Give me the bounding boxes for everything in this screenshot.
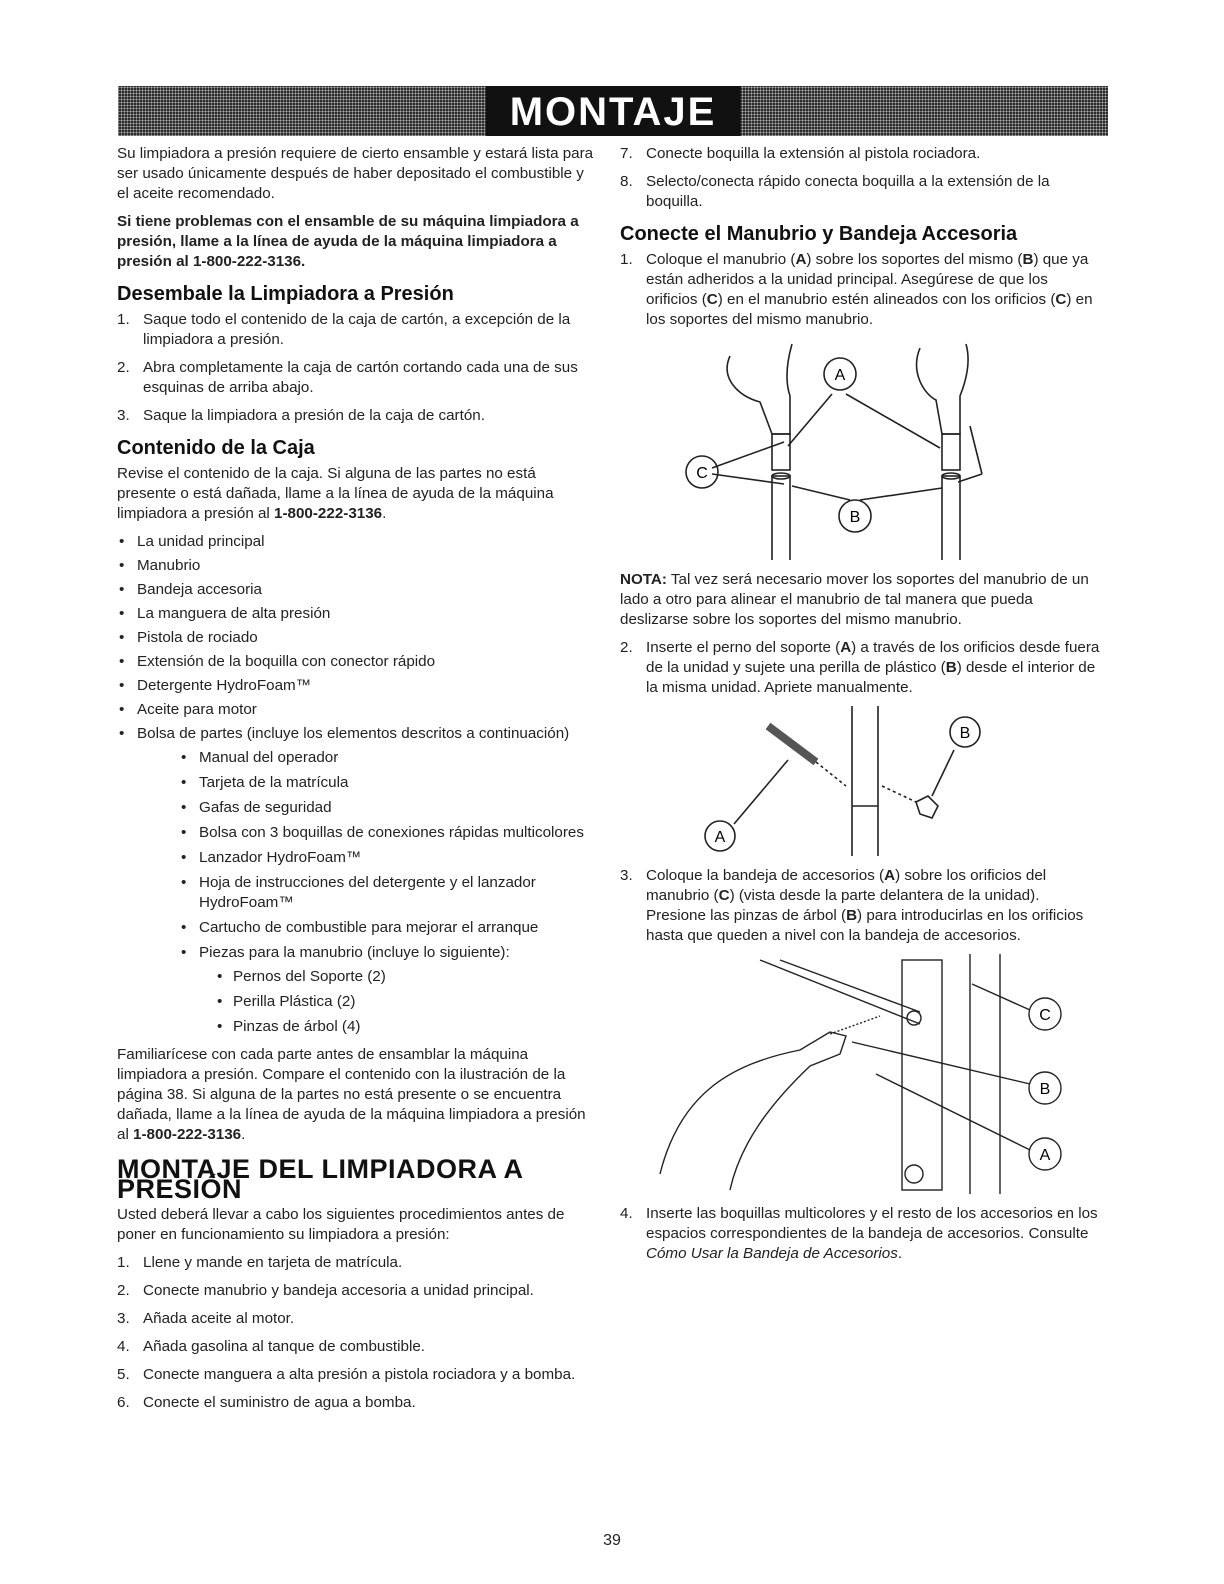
list-item: • Detergente HydroFoam™ bbox=[117, 676, 597, 696]
bag-label: Bolsa de partes (incluye los elementos descritos a continuación) bbox=[137, 725, 570, 742]
note-label: NOTA: bbox=[620, 571, 667, 588]
list-item: • Pinzas de árbol (4) bbox=[137, 1017, 597, 1037]
step-text: Selecto/conecta rápido conecta boquilla a la extensión de la boquilla. bbox=[646, 173, 1050, 210]
list-item: • La manguera de alta presión bbox=[117, 604, 597, 624]
callout-letter: C bbox=[1055, 291, 1067, 308]
reference-title: Cómo Usar la Bandeja de Accesorios bbox=[646, 1245, 898, 1262]
assembly-steps bbox=[117, 1253, 597, 1413]
step-text: ) sobre los soportes del mismo ( bbox=[806, 251, 1023, 268]
list-item bbox=[620, 172, 1100, 212]
step-text: Saque todo el contenido de la caja de cartón, a excepción de la limpiadora a presión. bbox=[143, 311, 571, 348]
step-text: Conecte boquilla la extensión al pistola rociadora. bbox=[646, 145, 981, 162]
list-item: • Hoja de instrucciones del detergente y el lanzador HydroFoam™ bbox=[137, 873, 597, 913]
tray-figure bbox=[620, 954, 1100, 1194]
step-text: Coloque la bandeja de accesorios ( bbox=[646, 867, 885, 884]
step-text: Coloque el manubrio ( bbox=[646, 251, 796, 268]
step-text: ) (vista desde la parte delantera de la unidad). Presione las pinzas de árbol ( bbox=[646, 887, 1040, 924]
left-column bbox=[117, 144, 597, 1421]
knob-icon bbox=[916, 796, 938, 818]
callout-c: C bbox=[1039, 1007, 1051, 1024]
list-item bbox=[620, 866, 1100, 946]
step-text: Añada aceite al motor. bbox=[143, 1310, 295, 1327]
step-text: ) para introducirlas en los orificios hasta que queden a nivel con la bandeja de accesorios. bbox=[646, 907, 1084, 944]
list-item bbox=[117, 1253, 597, 1273]
step-text: Añada gasolina al tanque de combustible. bbox=[143, 1338, 426, 1355]
contents-intro bbox=[117, 464, 597, 524]
callout-b: B bbox=[849, 509, 861, 526]
bag-list bbox=[137, 748, 597, 1037]
unpack-steps bbox=[117, 310, 597, 426]
hand-icon bbox=[660, 1032, 846, 1190]
step-text: ) en el manubrio estén alineados con los orificios ( bbox=[717, 291, 1056, 308]
handle-parts-list bbox=[137, 967, 597, 1037]
familiarize-paragraph bbox=[117, 1045, 597, 1145]
handle-steps bbox=[620, 250, 1100, 330]
contents-intro-end: . bbox=[382, 505, 387, 522]
step-text: Conecte el suministro de agua a bomba. bbox=[143, 1394, 416, 1411]
note-paragraph bbox=[620, 570, 1100, 630]
banner-title: MONTAJE bbox=[486, 86, 741, 136]
note-text: Tal vez será necesario mover los soportes del manubrio de un lado a otro para alinear el manubrio de tal manera que pueda deslizarse sobre los soportes del mismo manubrio. bbox=[620, 571, 1089, 628]
step-number: 2. bbox=[117, 1282, 130, 1299]
list-item bbox=[117, 1365, 597, 1385]
list-item bbox=[620, 1204, 1100, 1264]
list-item: • Gafas de seguridad bbox=[137, 798, 597, 818]
step-number: 6. bbox=[117, 1394, 130, 1411]
step-number: 4. bbox=[620, 1205, 633, 1222]
callout-letter: B bbox=[846, 907, 858, 924]
list-item bbox=[117, 358, 597, 398]
left-hand bbox=[727, 344, 792, 434]
step-text: ) que ya están adheridos a la unidad principal. Asegúrese de que los orificios ( bbox=[646, 251, 1089, 308]
list-item bbox=[117, 1309, 597, 1329]
left-handle-tube bbox=[772, 434, 790, 470]
bolt-icon bbox=[768, 726, 816, 762]
assembly-heading: MONTAJE DEL LIMPIADORA A PRESIÓN bbox=[117, 1154, 523, 1204]
list-item: • Cartucho de combustible para mejorar el arranque bbox=[137, 918, 597, 938]
assembly-intro: Usted deberá llevar a cabo los siguientes procedimientos antes de poner en funcionamiento su limpiadora a presión: bbox=[117, 1206, 565, 1243]
step-number: 1. bbox=[620, 251, 633, 268]
step-number: 3. bbox=[117, 407, 130, 424]
callout-letter: A bbox=[840, 639, 852, 656]
callout-b: B bbox=[959, 725, 971, 742]
handle-figure bbox=[620, 338, 1100, 560]
callout-letter: C bbox=[706, 291, 718, 308]
step-text: ) desde el interior de la misma unidad. Apriete manualmente. bbox=[646, 659, 1096, 696]
list-item bbox=[137, 943, 597, 1037]
handle-steps-4 bbox=[620, 1204, 1100, 1264]
page-number: 39 bbox=[603, 1532, 621, 1549]
list-item bbox=[117, 406, 597, 426]
callout-letter: B bbox=[945, 659, 957, 676]
familiarize-end: . bbox=[241, 1126, 246, 1143]
step-number: 8. bbox=[620, 173, 633, 190]
handle-steps-2 bbox=[620, 638, 1100, 698]
callout-a: A bbox=[834, 367, 846, 384]
section-banner bbox=[118, 86, 1108, 136]
callout-a: A bbox=[1039, 1147, 1051, 1164]
handle-heading: Conecte el Manubrio y Bandeja Accesoria bbox=[620, 223, 1018, 245]
left-bracket bbox=[772, 476, 790, 560]
step-number: 4. bbox=[117, 1338, 130, 1355]
helpline-phone: 1-800-222-3136 bbox=[133, 1126, 242, 1143]
assembly-steps-continued bbox=[620, 144, 1100, 212]
list-item bbox=[117, 1337, 597, 1357]
familiarize-text: Familiarícese con cada parte antes de ensamblar la máquina limpiadora a presión. Compare el contenido con la ilustración de la página 38. Si alguna de la partes no está presente o se encuentra dañada, llame a la línea de ayuda de la máquina limpiadora a presión al bbox=[117, 1046, 586, 1143]
right-column bbox=[620, 144, 1100, 1272]
step-number: 5. bbox=[117, 1366, 130, 1383]
list-item: • Lanzador HydroFoam™ bbox=[137, 848, 597, 868]
list-item: • Tarjeta de la matrícula bbox=[137, 773, 597, 793]
list-item: • Bandeja accesoria bbox=[117, 580, 597, 600]
list-item: • La unidad principal bbox=[117, 532, 597, 552]
step-text: Abra completamente la caja de cartón cortando cada una de sus esquinas de arriba abajo. bbox=[143, 359, 578, 396]
contents-intro-text: Revise el contenido de la caja. Si alguna de las partes no está presente o está dañada, llame a la línea de ayuda de la máquina limpiadora a presión al bbox=[117, 465, 554, 522]
list-item: • Manubrio bbox=[117, 556, 597, 576]
list-item: • Perilla Plástica (2) bbox=[137, 992, 597, 1012]
step-text: Conecte manguera a alta presión a pistola rociadora y a bomba. bbox=[143, 1366, 576, 1383]
list-item: • Pistola de rociado bbox=[117, 628, 597, 648]
callout-b: B bbox=[1039, 1081, 1051, 1098]
step-text: Inserte las boquillas multicolores y el resto de los accesorios en los espacios correspondientes de la bandeja de accesorios. Consulte bbox=[646, 1205, 1098, 1242]
callout-a: A bbox=[714, 829, 726, 846]
callout-letter: A bbox=[884, 867, 896, 884]
right-bracket bbox=[942, 476, 960, 560]
callout-letter: A bbox=[795, 251, 807, 268]
list-item: • Manual del operador bbox=[137, 748, 597, 768]
helpline-phone: 1-800-222-3136 bbox=[274, 505, 383, 522]
step-text: ) a través de los orificios desde fuera de la unidad y sujete una perilla de plástico ( bbox=[646, 639, 1100, 676]
step-number: 7. bbox=[620, 145, 633, 162]
callout-c: C bbox=[696, 465, 708, 482]
bolt-figure bbox=[620, 706, 1100, 856]
step-number: 1. bbox=[117, 1254, 130, 1271]
list-item bbox=[620, 144, 1100, 164]
step-text: Conecte manubrio y bandeja accesoria a unidad principal. bbox=[143, 1282, 534, 1299]
step-text: ) en los soportes del mismo manubrio. bbox=[646, 291, 1093, 328]
list-item: • Pernos del Soporte (2) bbox=[137, 967, 597, 987]
list-item bbox=[620, 638, 1100, 698]
handle-parts-label: Piezas para la manubrio (incluye lo siguiente): bbox=[199, 944, 510, 961]
handle-steps-3 bbox=[620, 866, 1100, 946]
step-text: ) sobre los orificios del manubrio ( bbox=[646, 867, 1047, 904]
right-hand bbox=[917, 344, 968, 434]
list-item: • Bolsa con 3 boquillas de conexiones rápidas multicolores bbox=[137, 823, 597, 843]
contents-list bbox=[117, 532, 597, 1037]
list-item: • Extensión de la boquilla con conector rápido bbox=[117, 652, 597, 672]
step-number: 3. bbox=[117, 1310, 130, 1327]
callout-letter: B bbox=[1022, 251, 1034, 268]
step-number: 2. bbox=[620, 639, 633, 656]
contents-heading: Contenido de la Caja bbox=[117, 437, 315, 459]
step-text: . bbox=[897, 1245, 903, 1262]
list-item bbox=[117, 310, 597, 350]
step-number: 1. bbox=[117, 311, 130, 328]
callout-letter: C bbox=[718, 887, 730, 904]
helpline-paragraph: Si tiene problemas con el ensamble de su máquina limpiadora a presión, llame a la línea de ayuda de la máquina limpiadora a presión al 1-800-222-3136. bbox=[117, 213, 579, 270]
list-item bbox=[620, 250, 1100, 330]
step-number: 3. bbox=[620, 867, 633, 884]
step-text: Saque la limpiadora a presión de la caja de cartón. bbox=[143, 407, 485, 424]
list-item bbox=[117, 1281, 597, 1301]
step-text: Inserte el perno del soporte ( bbox=[646, 639, 841, 656]
step-number: 2. bbox=[117, 359, 130, 376]
list-item bbox=[117, 724, 597, 1037]
right-handle-tube bbox=[942, 434, 960, 470]
step-text: Llene y mande en tarjeta de matrícula. bbox=[143, 1254, 403, 1271]
intro-paragraph: Su limpiadora a presión requiere de cierto ensamble y estará lista para ser usado únicamente después de haber depositado el combustible y el aceite recomendado. bbox=[117, 145, 594, 202]
list-item: • Aceite para motor bbox=[117, 700, 597, 720]
tray-bracket bbox=[902, 960, 942, 1190]
list-item bbox=[117, 1393, 597, 1413]
unpack-heading: Desembale la Limpiadora a Presión bbox=[117, 283, 454, 305]
